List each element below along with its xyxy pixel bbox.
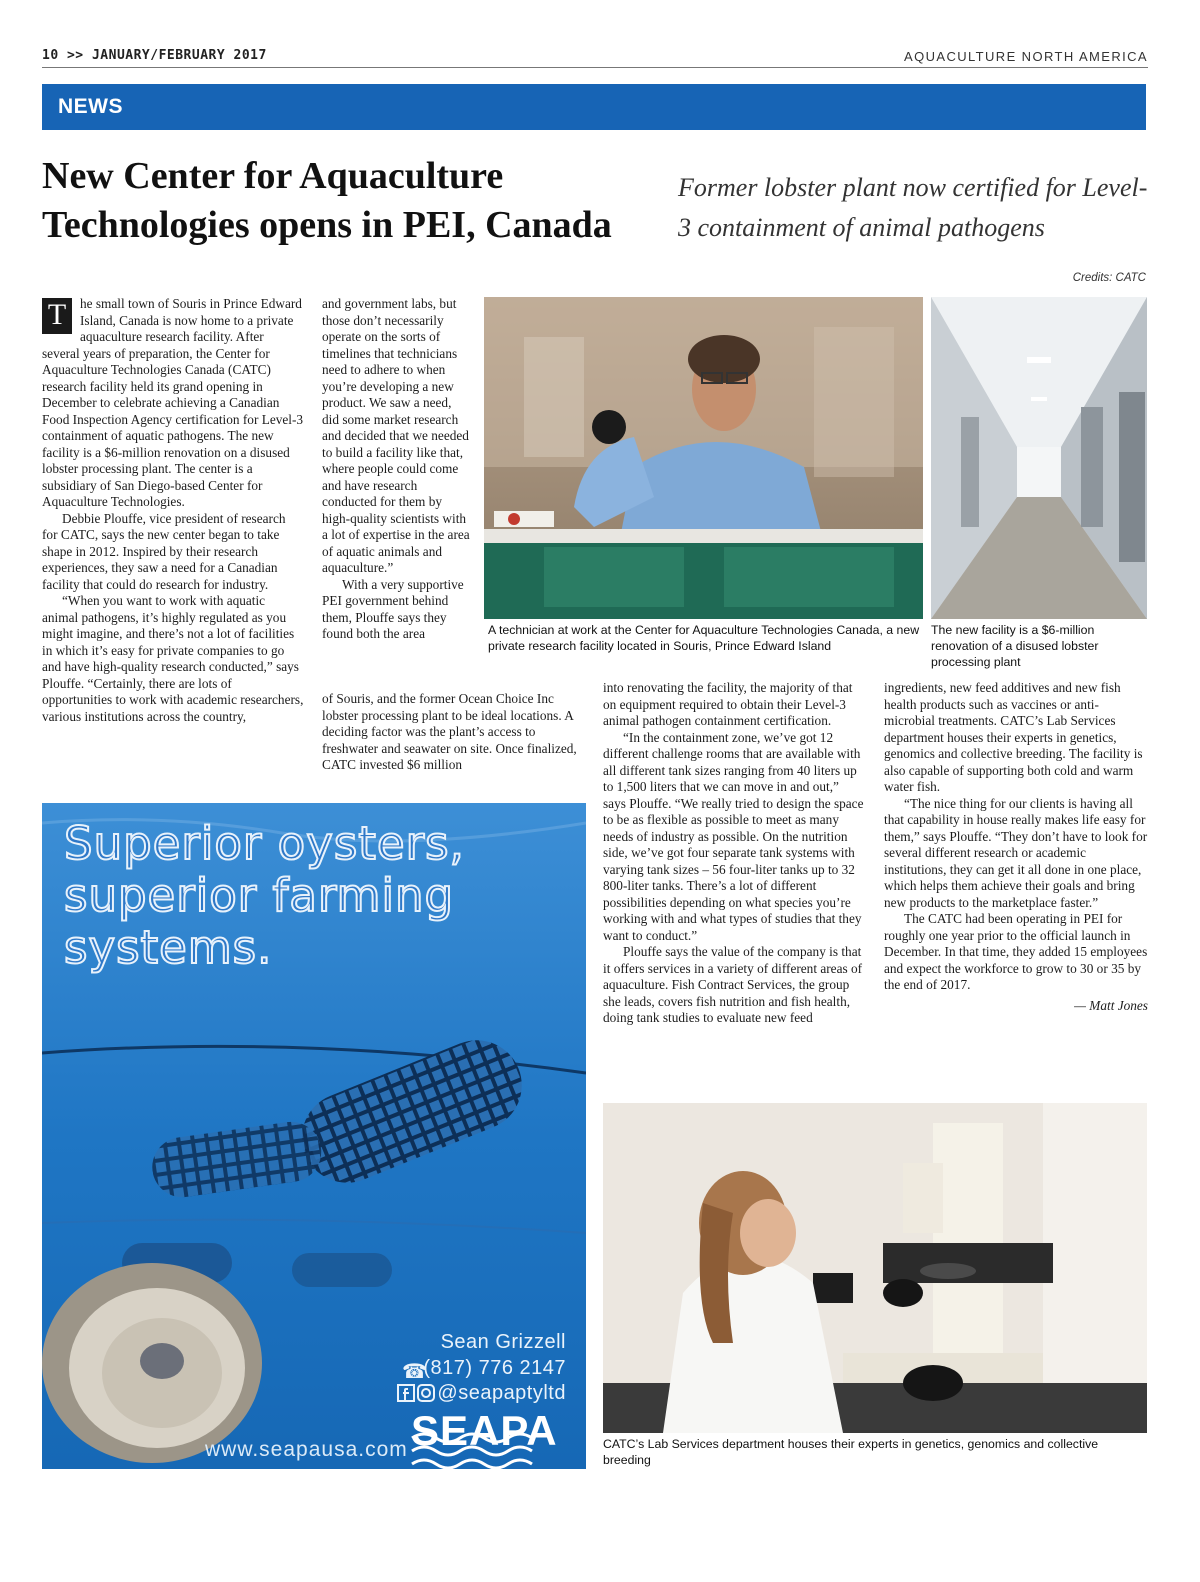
section-bar xyxy=(42,84,1146,130)
ad-headline-line: Superior oysters, xyxy=(64,817,465,870)
paragraph: “The nice thing for our clients is having all that capability in house really makes life easy for them,” says Plouffe. “They don’t have to look for several different research or academic institutions, they can get it all done in one place, which helps them achieve their goals and bring new products to the marketplace faster.” xyxy=(884,795,1148,910)
article-column-4 xyxy=(884,680,1148,1014)
lab-caption: CATC’s Lab Services department houses their experts in genetics, genomics and collective breeding xyxy=(603,1437,1099,1467)
ad-website: www.seapausa.com xyxy=(205,1438,408,1461)
paragraph: “When you want to work with aquatic animal pathogens, it’s highly regulated as you might imagine, and there’s not a lot of facilities in which it’s easy for private companies to go and have high-quality research conducted,” says Plouffe. “Certainly, there are lots of opportunities to work with academic researchers, various institutions across the country, xyxy=(42,593,304,724)
paragraph: of Souris, and the former Ocean Choice Inc lobster processing plant to be ideal locations. A deciding factor was the plant’s access to freshwater and seawater on site. Once finalized, CATC invested $6 million xyxy=(322,691,577,772)
drop-cap: T xyxy=(42,298,72,334)
technician-photo xyxy=(484,297,923,619)
corridor-photo xyxy=(931,297,1147,619)
ad-headline-line: superior farming xyxy=(64,869,455,922)
article-column-2-continued xyxy=(322,691,584,774)
header-rule xyxy=(42,67,1148,68)
article-column-2 xyxy=(322,296,470,643)
ad-phone: (817) 776 2147 xyxy=(423,1357,566,1379)
corridor-caption: The new facility is a $6-million renovation of a disused lobster processing plant xyxy=(931,623,1099,669)
ad-headline-line: systems. xyxy=(64,921,273,974)
paragraph: Debbie Plouffe, vice president of research for CATC, says the new center began to take shape in 2012. Inspired by their research experiences, they saw a need for a Canadian facility that could do research for industry. xyxy=(42,510,286,592)
article-column-3 xyxy=(603,680,865,1027)
paragraph: “In the containment zone, we’ve got 12 different challenge rooms that are available with all different tank sizes ranging from 40 liters up to 1,500 liters that we can move in and out,” says Plouffe. “We really tried to design the space to be as flexible as possible to meet as many needs of industry as possible. On the nutrition side, we’ve got four separate tank systems with varying tank sizes – 56 four-liter tanks up to 32 800-liter tanks. There’s a lot of different possibilities depending on what species you’re working with and what types of studies that they want to conduct.” xyxy=(603,729,864,943)
paragraph: Plouffe says the value of the company is that it offers services in a variety of different areas of aquaculture. Fish Contract Services, the group she leads, covers fish nutrition and fish health, doing tank studies to evaluate new feed xyxy=(603,944,863,1025)
ad-contact-name: Sean Grizzell xyxy=(440,1331,566,1353)
facebook-instagram-icon xyxy=(397,1384,435,1407)
ad-social-handle: @seapaptyltd xyxy=(437,1382,566,1404)
section-label: NEWS xyxy=(58,95,123,118)
publication-name: AQUACULTURE NORTH AMERICA xyxy=(904,49,1148,64)
paragraph: With a very supportive PEI government behind them, Plouffe says they found both the area xyxy=(322,576,464,641)
paragraph: and government labs, but those don’t necessarily operate on the sorts of timelines that technicians need to adhere to when you’re developing a new product. We saw a need, did some market research and decided that we needed to build a facility like that, where people could come and have research conducted for them by high-quality scientists with a lot of expertise in the area of aquatic animals and aquaculture.” xyxy=(322,296,470,575)
seapa-logo: SEAPA xyxy=(411,1407,558,1454)
byline: — Matt Jones xyxy=(1074,997,1148,1013)
headline: New Center for Aquaculture Technologies opens in PEI, Canada xyxy=(42,155,612,246)
article-column-1 xyxy=(42,296,304,725)
deck: Former lobster plant now certified for Level-3 containment of animal pathogens xyxy=(678,173,1148,242)
ad-headline xyxy=(64,818,564,974)
paragraph: he small town of Souris in Prince Edward Island, Canada is now home to a private aquaculture research facility. After several years of preparation, the Center for Aquaculture Technologies Canada (CATC) research facility held its grand opening in December to celebrate achieving a Canadian Food Inspection Agency certification for Level-3 containment of aquatic pathogens. The new facility is a $6-million renovation on a disused lobster processing plant. The center is a subsidiary of San Diego-based Center for Aquaculture Technologies. xyxy=(42,296,304,509)
phone-icon: ☎ xyxy=(402,1359,427,1383)
paragraph: The CATC had been operating in PEI for roughly one year prior to the official launch in December. In that time, they added 15 employees and expect the workforce to grow to 30 or 35 by the end of 2017. xyxy=(884,911,1148,992)
technician-caption: A technician at work at the Center for Aquaculture Technologies Canada, a new private research facility located in Souris, Prince Edward Island xyxy=(488,623,920,653)
folio: 10 >> JANUARY/FEBRUARY 2017 xyxy=(42,48,267,63)
lab-photo xyxy=(603,1103,1147,1433)
photo-credits: Credits: CATC xyxy=(1072,272,1146,284)
paragraph: into renovating the facility, the majority of that on equipment required to obtain their Level-3 animal pathogen containment certification. xyxy=(603,680,853,728)
paragraph: ingredients, new feed additives and new fish health products such as vaccines or anti-microbial treatments. CATC’s Lab Services department houses their experts in genetics, genomics and collective breeding. The facility is also capable of supporting both cold and warm water fish. xyxy=(884,680,1143,794)
